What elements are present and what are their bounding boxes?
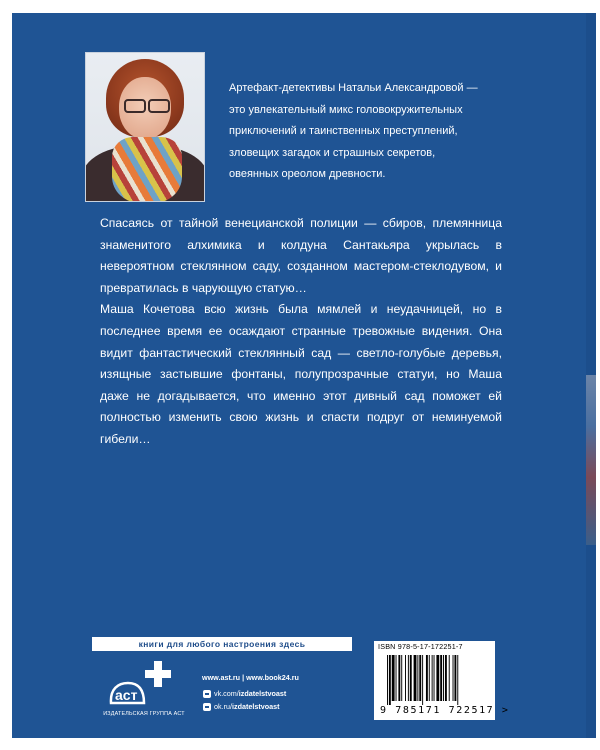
barcode-digits: 9 785171 722517 > xyxy=(380,705,510,716)
barcode-bar xyxy=(398,655,400,701)
barcode-bar xyxy=(445,655,447,701)
vk-handle: izdatelstvoast xyxy=(238,689,287,698)
author-bio-line: это увлекательный микс головокружительных xyxy=(229,103,463,116)
vk-icon xyxy=(203,690,211,698)
barcode-bar xyxy=(408,655,409,701)
publisher-name: ИЗДАТЕЛЬСКАЯ ГРУППА АСТ xyxy=(103,711,185,717)
barcode-bar xyxy=(410,655,412,701)
barcode-bar xyxy=(454,655,456,701)
logo-text: аст xyxy=(115,687,138,703)
ok-icon xyxy=(203,703,211,711)
barcode-bar xyxy=(449,655,450,701)
barcode-bar xyxy=(414,655,417,701)
barcode-bar xyxy=(457,655,458,705)
barcode-bar xyxy=(401,655,402,701)
ast-logo xyxy=(108,659,178,707)
barcode-bar xyxy=(436,655,439,701)
ok-handle: izdatelstvoast xyxy=(231,702,280,711)
vk-prefix: vk.com/ xyxy=(214,689,239,698)
isbn-barcode-box xyxy=(374,641,510,720)
author-bio-line: приключений и таинственных преступлений, xyxy=(229,125,458,137)
barcode-bar xyxy=(405,655,406,701)
websites[interactable]: www.ast.ru | www.book24.ru xyxy=(202,673,299,682)
barcode-bar xyxy=(443,655,444,701)
barcode-bar xyxy=(453,655,454,701)
author-bio-line: Артефакт-детективы Натальи Александровой — xyxy=(229,82,478,94)
isbn-label: ISBN 978-5-17-172251-7 xyxy=(378,642,463,651)
author-bio-line: зловещих загадок и страшных секретов, xyxy=(229,146,436,159)
slogan-banner: книги для любого настроения здесь xyxy=(92,637,352,651)
barcode-bar xyxy=(426,655,428,701)
author-bio xyxy=(229,78,519,186)
barcode-bar xyxy=(422,655,423,705)
barcode-bar xyxy=(417,655,418,701)
synopsis xyxy=(100,213,502,451)
ok-prefix: ok.ru/ xyxy=(214,702,232,711)
author-photo xyxy=(85,52,205,202)
ok-link[interactable] xyxy=(203,702,280,711)
author-bio-line: овеянных ореолом древности. xyxy=(229,168,386,180)
barcode-bar xyxy=(429,655,430,701)
barcode-bar xyxy=(432,655,433,701)
vk-link[interactable] xyxy=(203,689,286,698)
front-cover-edge-art xyxy=(586,375,596,545)
barcode-bar xyxy=(419,655,421,701)
barcode-bar xyxy=(440,655,442,701)
barcode-bar xyxy=(434,655,435,701)
barcode-bar xyxy=(396,655,397,701)
synopsis-paragraph-2: Маша Кочетова всю жизнь была мямлей и неудачницей, но в последнее время ее осаждают странные тревожные видения. Она видит фантастический стеклянный сад — светло-голубые деревья, изящные застывшие фонтаны, полупрозрачные статуи, но Маша даже не догадывается, что именно этот дивный сад поможет ей полностью изменить свою жизнь и спасти подруг от неминуемой гибели… xyxy=(100,302,502,446)
barcode xyxy=(387,655,487,705)
barcode-bar xyxy=(392,655,395,701)
synopsis-paragraph-1: Спасаясь от тайной венецианской полиции — сбиров, племянница знаменитого алхимика и колдуна Сантакьяра укрылась в невероятном стеклянном саду, созданном мастером-стеклодувом, и превратилась в чарующую статую… xyxy=(100,216,502,295)
barcode-bar xyxy=(387,655,388,705)
barcode-bar xyxy=(389,655,391,705)
